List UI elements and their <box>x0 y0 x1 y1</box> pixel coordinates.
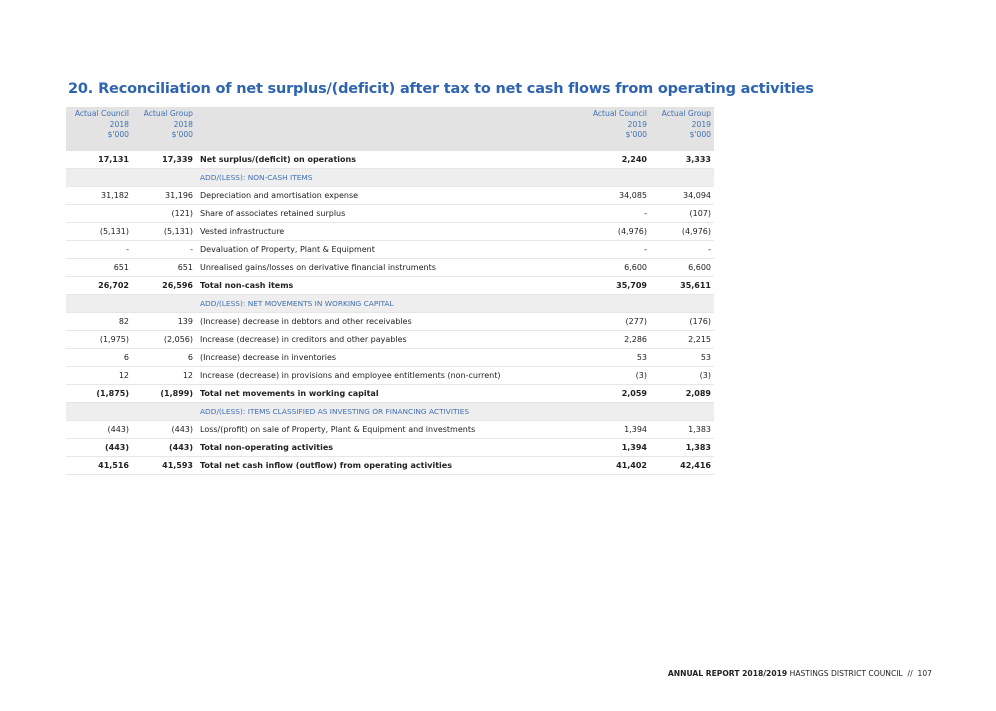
table-row <box>66 421 714 439</box>
footer-report-title: ANNUAL REPORT 2018/2019 <box>667 669 788 678</box>
cell-group-2018: 17,339 <box>132 151 196 169</box>
cell-group-2019: (176) <box>650 313 714 331</box>
cell-council-2019: - <box>586 205 650 223</box>
cell-description: ADD/(LESS): NET MOVEMENTS IN WORKING CAPITAL <box>196 295 586 313</box>
cell-council-2019: 1,394 <box>586 421 650 439</box>
cell-description: Devaluation of Property, Plant & Equipment <box>196 241 586 259</box>
cell-description: Total non-operating activities <box>196 439 586 457</box>
cell-description: (Increase) decrease in inventories <box>196 349 586 367</box>
cell-group-2019 <box>650 403 714 421</box>
cell-council-2018: (443) <box>66 439 132 457</box>
cell-group-2018: 31,196 <box>132 187 196 205</box>
cell-council-2018: 41,516 <box>66 457 132 475</box>
cell-group-2018: - <box>132 241 196 259</box>
cell-council-2019: 1,394 <box>586 439 650 457</box>
cell-group-2019 <box>650 295 714 313</box>
cell-group-2018: (443) <box>132 439 196 457</box>
cell-description: Unrealised gains/losses on derivative financial instruments <box>196 259 586 277</box>
footer-separator: // <box>907 669 913 678</box>
cell-council-2019 <box>586 295 650 313</box>
cell-council-2019: - <box>586 241 650 259</box>
cell-council-2019 <box>586 403 650 421</box>
cell-description: Total net movements in working capital <box>196 385 586 403</box>
cell-group-2018: 26,596 <box>132 277 196 295</box>
header-group-2018: Actual Group 2018 $'000 <box>143 109 193 139</box>
cell-council-2018: 17,131 <box>66 151 132 169</box>
header-description <box>196 107 586 151</box>
cell-council-2019: 35,709 <box>586 277 650 295</box>
table-row <box>66 349 714 367</box>
total-row <box>66 439 714 457</box>
cell-group-2019: 53 <box>650 349 714 367</box>
cell-group-2019: - <box>650 241 714 259</box>
cell-group-2018 <box>132 169 196 187</box>
page-number: 107 <box>917 669 932 678</box>
cell-description: Total net cash inflow (outflow) from operating activities <box>196 457 586 475</box>
cell-council-2019: 2,240 <box>586 151 650 169</box>
cell-council-2019: 2,059 <box>586 385 650 403</box>
total-row <box>66 151 714 169</box>
header-council-2019: Actual Council 2019 $'000 <box>592 109 647 139</box>
total-row <box>66 385 714 403</box>
cell-description: Share of associates retained surplus <box>196 205 586 223</box>
page-footer <box>668 669 932 678</box>
cell-council-2018 <box>66 169 132 187</box>
section-title: Reconciliation of net surplus/(deficit) after tax to net cash flows from operating activities <box>98 81 814 97</box>
table-row <box>66 241 714 259</box>
cell-council-2018 <box>66 295 132 313</box>
reconciliation-table <box>66 107 714 475</box>
cell-council-2019: 53 <box>586 349 650 367</box>
cell-group-2018: (443) <box>132 421 196 439</box>
section-number: 20. <box>68 81 94 97</box>
section-header-row <box>66 403 714 421</box>
table-row <box>66 187 714 205</box>
table-body <box>66 151 714 475</box>
cell-group-2019: 1,383 <box>650 421 714 439</box>
cell-group-2018: 12 <box>132 367 196 385</box>
cell-description: Net surplus/(deficit) on operations <box>196 151 586 169</box>
cell-group-2019: (107) <box>650 205 714 223</box>
total-row <box>66 457 714 475</box>
cell-council-2018: 6 <box>66 349 132 367</box>
header-group-2019: Actual Group 2019 $'000 <box>661 109 711 139</box>
table-row <box>66 223 714 241</box>
table-row <box>66 259 714 277</box>
cell-group-2019: 42,416 <box>650 457 714 475</box>
section-header-row <box>66 295 714 313</box>
cell-group-2019: 34,094 <box>650 187 714 205</box>
cell-group-2019: 35,611 <box>650 277 714 295</box>
table-header-row <box>66 107 714 151</box>
table-row <box>66 313 714 331</box>
cell-council-2019: (4,976) <box>586 223 650 241</box>
cell-council-2018: 26,702 <box>66 277 132 295</box>
cell-group-2018 <box>132 295 196 313</box>
table-row <box>66 367 714 385</box>
page-title <box>68 81 814 97</box>
total-row <box>66 277 714 295</box>
cell-group-2019: 6,600 <box>650 259 714 277</box>
cell-group-2018: (5,131) <box>132 223 196 241</box>
cell-description: Total non-cash items <box>196 277 586 295</box>
cell-council-2019: 34,085 <box>586 187 650 205</box>
table-row <box>66 205 714 223</box>
cell-group-2018: 139 <box>132 313 196 331</box>
cell-group-2018 <box>132 403 196 421</box>
cell-council-2018: 651 <box>66 259 132 277</box>
cell-council-2019: 6,600 <box>586 259 650 277</box>
cell-description: ADD/(LESS): NON-CASH ITEMS <box>196 169 586 187</box>
cell-council-2018: - <box>66 241 132 259</box>
cell-description: (Increase) decrease in debtors and other receivables <box>196 313 586 331</box>
cell-group-2019: 3,333 <box>650 151 714 169</box>
cell-council-2018 <box>66 205 132 223</box>
cell-description: Increase (decrease) in provisions and employee entitlements (non-current) <box>196 367 586 385</box>
cell-council-2018: 12 <box>66 367 132 385</box>
cell-description: ADD/(LESS): ITEMS CLASSIFIED AS INVESTING OR FINANCING ACTIVITIES <box>196 403 586 421</box>
cell-council-2018: 31,182 <box>66 187 132 205</box>
cell-group-2018: 41,593 <box>132 457 196 475</box>
cell-council-2019: (3) <box>586 367 650 385</box>
cell-description: Loss/(profit) on sale of Property, Plant & Equipment and investments <box>196 421 586 439</box>
cell-description: Depreciation and amortisation expense <box>196 187 586 205</box>
header-council-2018: Actual Council 2018 $'000 <box>74 109 129 139</box>
cell-council-2018 <box>66 403 132 421</box>
cell-group-2018: 6 <box>132 349 196 367</box>
cell-group-2018: 651 <box>132 259 196 277</box>
cell-council-2018: (1,975) <box>66 331 132 349</box>
cell-group-2019: 1,383 <box>650 439 714 457</box>
cell-group-2018: (121) <box>132 205 196 223</box>
cell-group-2019: (4,976) <box>650 223 714 241</box>
cell-group-2019: 2,089 <box>650 385 714 403</box>
cell-description: Vested infrastructure <box>196 223 586 241</box>
cell-group-2019 <box>650 169 714 187</box>
cell-group-2018: (1,899) <box>132 385 196 403</box>
cell-council-2018: (1,875) <box>66 385 132 403</box>
cell-council-2019: 41,402 <box>586 457 650 475</box>
cell-group-2019: 2,215 <box>650 331 714 349</box>
footer-organisation: HASTINGS DISTRICT COUNCIL <box>789 669 903 678</box>
cell-council-2018: (443) <box>66 421 132 439</box>
cell-council-2018: 82 <box>66 313 132 331</box>
table-row <box>66 331 714 349</box>
cell-council-2019 <box>586 169 650 187</box>
cell-group-2018: (2,056) <box>132 331 196 349</box>
section-header-row <box>66 169 714 187</box>
cell-description: Increase (decrease) in creditors and other payables <box>196 331 586 349</box>
cell-council-2019: 2,286 <box>586 331 650 349</box>
cell-group-2019: (3) <box>650 367 714 385</box>
cell-council-2019: (277) <box>586 313 650 331</box>
cell-council-2018: (5,131) <box>66 223 132 241</box>
